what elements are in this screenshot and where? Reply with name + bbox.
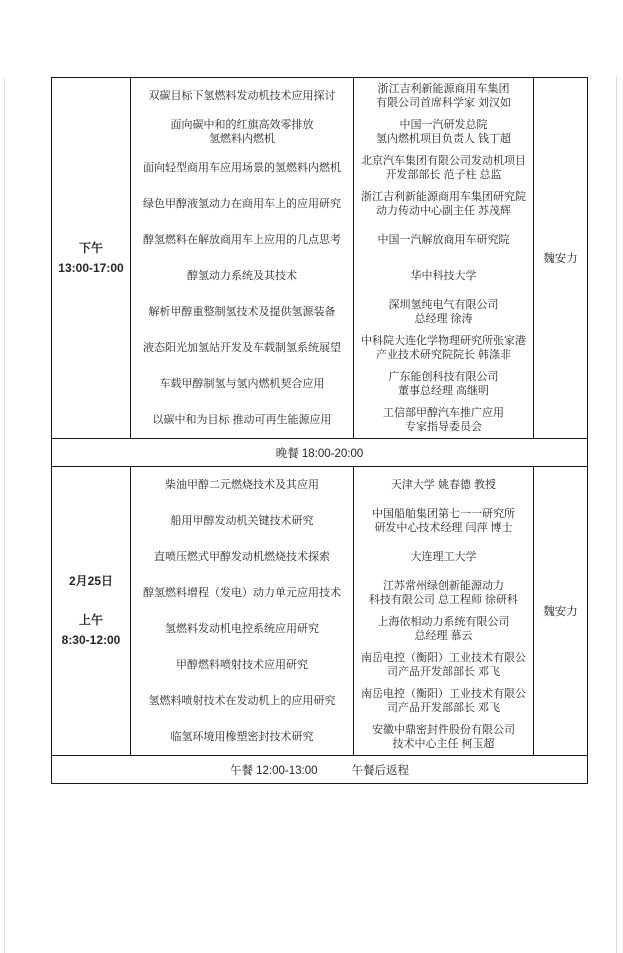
talk-speaker: 中国船舶集团第七一一研究所 研发中心技术经理 闫萍 博士 [372, 508, 515, 534]
session-row-morning [52, 467, 588, 756]
talk-speaker: 中国一汽解放商用车研究院 [377, 234, 510, 246]
document-page [4, 77, 617, 953]
talk-title: 解析甲醇重整制氢技术及提供氢源装备 [148, 306, 336, 318]
talk-title: 柴油甲醇二元燃烧技术及其应用 [165, 479, 319, 491]
talk-speaker: 浙江吉利新能源商用车集团研究院 动力传动中心副主任 苏茂辉 [361, 191, 526, 217]
talk-title-list [131, 78, 353, 438]
talk-speaker: 深圳氢纯电气有限公司 总经理 徐涛 [388, 299, 499, 325]
talk-title: 面向碳中和的红旗高效零排放 氢燃料内燃机 [170, 119, 314, 145]
session-date-label: 2月25日 [68, 574, 114, 588]
session-period-label: 下午 [78, 240, 103, 255]
lunch-note-label: 午餐后返程 [351, 764, 410, 777]
talk-title-list [131, 467, 353, 755]
talk-title: 临氢环境用橡塑密封技术研究 [170, 731, 314, 743]
talk-speaker: 大连理工大学 [410, 551, 477, 563]
talk-title: 醇氢燃料在解放商用车上应用的几点思考 [143, 234, 341, 246]
session-time-cell-afternoon [52, 78, 131, 439]
talk-speaker: 工信部甲醇汽车推广应用 专家指导委员会 [383, 407, 504, 433]
talk-title: 绿色甲醇液氢动力在商用车上的应用研究 [143, 198, 341, 210]
talk-title: 醇氢燃料增程（发电）动力单元应用技术 [143, 587, 341, 599]
dinner-label: 晚餐 18:00-20:00 [52, 439, 588, 467]
schedule-table [51, 77, 588, 784]
talk-speaker-list [354, 467, 533, 755]
session-period-label: 上午 [78, 613, 103, 627]
session-speakers-cell-afternoon [354, 78, 534, 439]
talk-speaker: 上海依相动力系统有限公司 总经理 慕云 [377, 616, 510, 642]
talk-speaker: 广东能创科技有限公司 董事总经理 高继明 [388, 371, 499, 397]
session-speakers-cell-morning [354, 467, 534, 756]
talk-speaker: 安徽中鼎密封件股份有限公司 技术中心主任 柯玉超 [372, 724, 515, 750]
session-time-label: 13:00-17:00 [58, 260, 124, 275]
talk-speaker: 南岳电控（衡阳）工业技术有限公 司产品开发部部长 邓飞 [361, 688, 526, 714]
lunch-cell [52, 756, 588, 784]
talk-title: 氢燃料发动机电控系统应用研究 [165, 623, 319, 635]
talk-title: 双碳目标下氢燃料发动机技术应用探讨 [148, 90, 336, 102]
talk-title: 车载甲醇制氢与氢内燃机契合应用 [159, 378, 325, 390]
session-titles-cell-afternoon [131, 78, 354, 439]
talk-speaker: 中国一汽研发总院 氢内燃机项目负责人 钱丁超 [375, 119, 512, 145]
talk-title: 以碳中和为目标 推动可再生能源应用 [152, 414, 332, 426]
talk-speaker: 江苏常州绿创新能源动力 科技有限公司 总工程师 徐研科 [368, 580, 519, 606]
session-time-label: 8:30-12:00 [61, 633, 121, 647]
talk-speaker: 中科院大连化学物理研究所张家港 产业技术研究院院长 韩涤非 [361, 335, 526, 361]
talk-speaker: 南岳电控（衡阳）工业技术有限公 司产品开发部部长 邓飞 [361, 652, 526, 678]
session-row-afternoon [52, 78, 588, 439]
talk-title: 氢燃料喷射技术在发动机上的应用研究 [148, 695, 336, 707]
talk-speaker: 天津大学 姚春德 教授 [390, 479, 497, 491]
talk-speaker-list [354, 78, 533, 438]
talk-title: 醇氢动力系统及其技术 [187, 270, 297, 282]
talk-title: 船用甲醇发动机关键技术研究 [170, 515, 314, 527]
moderator-cell-afternoon: 魏安力 [534, 78, 588, 439]
talk-speaker: 浙江吉利新能源商用车集团 有限公司首席科学家 刘汉如 [375, 83, 512, 109]
meal-row-lunch [52, 756, 588, 784]
meal-row-dinner [52, 439, 588, 467]
session-time-cell-morning [52, 467, 131, 756]
lunch-time-label: 午餐 12:00-13:00 [229, 764, 318, 777]
session-titles-cell-morning [131, 467, 354, 756]
talk-title: 面向轻型商用车应用场景的氢燃料内燃机 [143, 162, 341, 174]
talk-title: 液态阳光加氢站开发及车载制氢系统展望 [143, 342, 341, 354]
talk-title: 直喷压燃式甲醇发动机燃烧技术探索 [154, 551, 330, 563]
talk-speaker: 北京汽车集团有限公司发动机项目 开发部部长 范子柱 总监 [361, 155, 526, 181]
talk-title: 甲醇燃料喷射技术应用研究 [176, 659, 308, 671]
moderator-cell-morning: 魏安力 [534, 467, 588, 756]
talk-speaker: 华中科技大学 [410, 270, 477, 282]
